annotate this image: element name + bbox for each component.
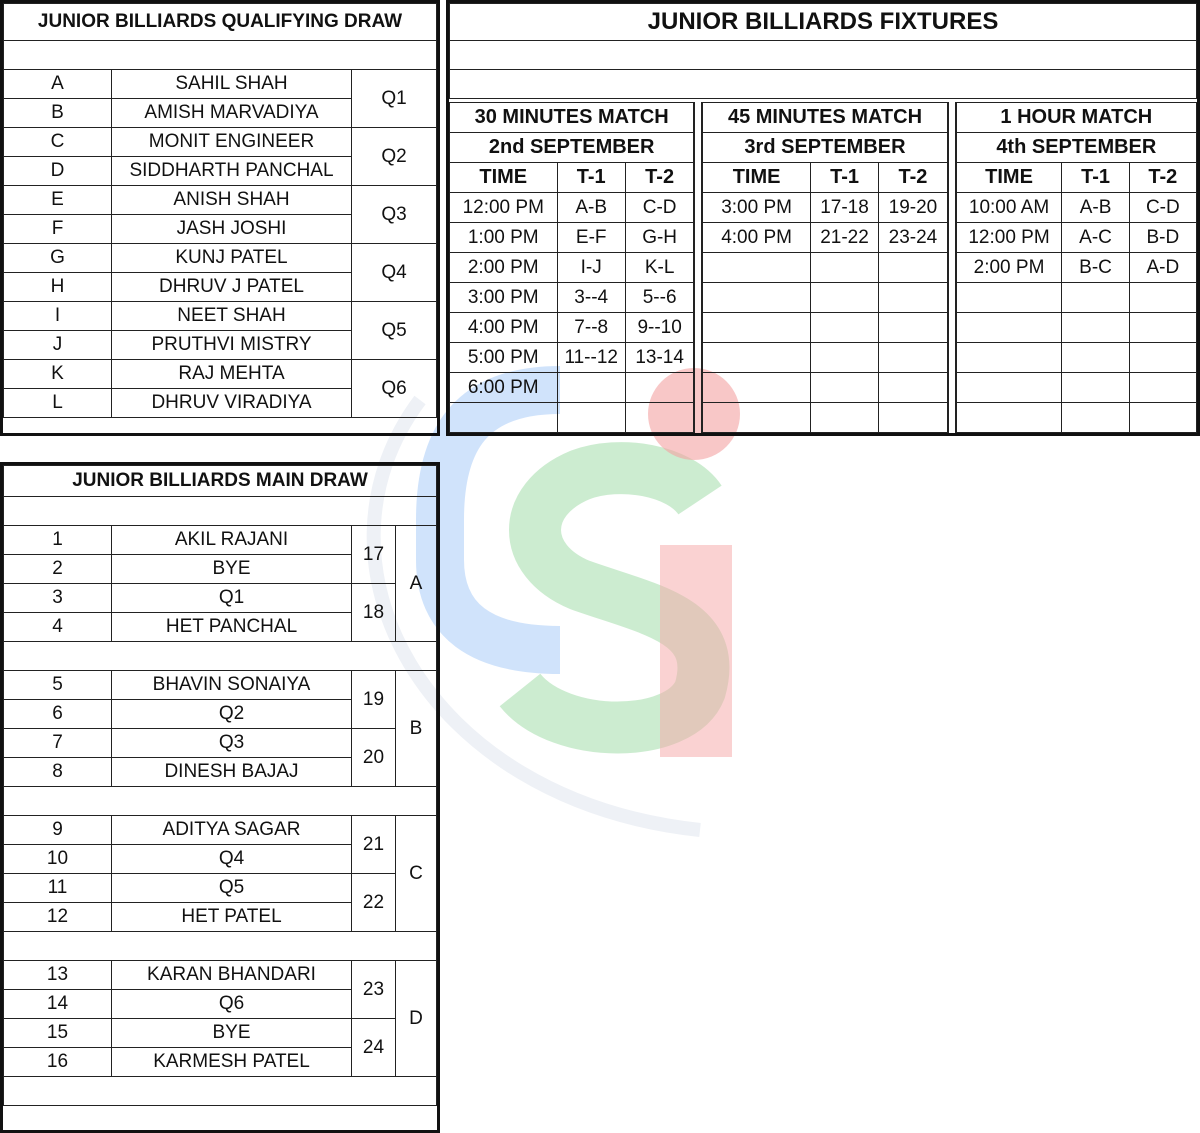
section-letter: D xyxy=(396,961,437,1077)
fixture-block xyxy=(702,102,947,433)
table-match-cell: B-C xyxy=(1062,253,1129,283)
spacer-row xyxy=(4,1077,437,1106)
table-match-cell: A-C xyxy=(1062,223,1129,253)
spacer-row xyxy=(4,497,437,526)
match-number: 22 xyxy=(352,874,396,932)
spacer-cell xyxy=(4,1077,437,1106)
seed-number: 2 xyxy=(4,555,112,584)
time-cell: 10:00 AM xyxy=(956,193,1062,223)
fixture-row xyxy=(703,403,947,433)
seed-number: 10 xyxy=(4,845,112,874)
match-number: 18 xyxy=(352,584,396,642)
main-draw-row xyxy=(4,1019,437,1048)
fixture-row xyxy=(450,283,694,313)
qualifier-group: Q2 xyxy=(352,128,437,186)
qualifier-group: Q1 xyxy=(352,70,437,128)
table-match-cell xyxy=(1129,313,1196,343)
table-match-cell xyxy=(1129,403,1196,433)
match-date: 4th SEPTEMBER xyxy=(956,133,1196,163)
column-header: TIME xyxy=(703,163,811,193)
fixture-row xyxy=(450,403,694,433)
player-name: BYE xyxy=(112,1019,352,1048)
spacer-row xyxy=(450,70,1197,99)
match-number: 24 xyxy=(352,1019,396,1077)
main-draw-row xyxy=(4,874,437,903)
fixture-row xyxy=(703,253,947,283)
player-code: J xyxy=(4,331,112,360)
fixture-row xyxy=(956,193,1196,223)
spacer-row xyxy=(4,932,437,961)
main-draw-table xyxy=(0,462,440,1133)
table-match-cell: G-H xyxy=(625,223,693,253)
main-draw-row xyxy=(4,526,437,555)
table-match-cell xyxy=(879,253,947,283)
spacer-cell xyxy=(4,932,437,961)
column-header: TIME xyxy=(450,163,558,193)
fixture-row xyxy=(703,313,947,343)
fixture-row xyxy=(956,223,1196,253)
time-cell: 2:00 PM xyxy=(956,253,1062,283)
time-cell: 4:00 PM xyxy=(703,223,811,253)
table-match-cell xyxy=(810,253,878,283)
table-match-cell xyxy=(879,343,947,373)
table-match-cell: C-D xyxy=(1129,193,1196,223)
column-header: TIME xyxy=(956,163,1062,193)
fixture-row xyxy=(703,193,947,223)
table-match-cell: 21-22 xyxy=(810,223,878,253)
main-draw-row xyxy=(4,584,437,613)
time-cell: 5:00 PM xyxy=(450,343,558,373)
table-match-cell xyxy=(810,373,878,403)
qualifying-row xyxy=(4,244,437,273)
time-cell xyxy=(450,403,558,433)
column-header: T-2 xyxy=(879,163,947,193)
table-match-cell xyxy=(625,373,693,403)
player-name: SIDDHARTH PANCHAL xyxy=(112,157,352,186)
player-code: A xyxy=(4,70,112,99)
fixture-row xyxy=(703,223,947,253)
fixture-row xyxy=(450,223,694,253)
section-letter: B xyxy=(396,671,437,787)
fixture-row xyxy=(956,343,1196,373)
qualifying-row xyxy=(4,360,437,389)
qualifier-group: Q3 xyxy=(352,186,437,244)
match-number: 23 xyxy=(352,961,396,1019)
main-draw-row xyxy=(4,816,437,845)
time-cell xyxy=(703,343,811,373)
seed-number: 4 xyxy=(4,613,112,642)
table-match-cell xyxy=(879,373,947,403)
table-match-cell xyxy=(1129,283,1196,313)
table-match-cell xyxy=(879,313,947,343)
match-duration: 1 HOUR MATCH xyxy=(956,103,1196,133)
time-cell: 3:00 PM xyxy=(703,193,811,223)
spacer-row xyxy=(4,787,437,816)
spacer-row xyxy=(450,41,1197,70)
time-cell: 12:00 PM xyxy=(450,193,558,223)
main-draw-row xyxy=(4,671,437,700)
seed-number: 16 xyxy=(4,1048,112,1077)
qualifying-draw-table xyxy=(0,0,440,436)
time-cell: 6:00 PM xyxy=(450,373,558,403)
match-number: 20 xyxy=(352,729,396,787)
table-match-cell xyxy=(1129,343,1196,373)
player-name: BHAVIN SONAIYA xyxy=(112,671,352,700)
table-match-cell xyxy=(810,403,878,433)
section-letter: C xyxy=(396,816,437,932)
main-draw-row xyxy=(4,961,437,990)
column-header: T-1 xyxy=(557,163,625,193)
player-code: D xyxy=(4,157,112,186)
table-match-cell xyxy=(1129,373,1196,403)
player-code: C xyxy=(4,128,112,157)
player-name: PRUTHVI MISTRY xyxy=(112,331,352,360)
player-name: Q3 xyxy=(112,729,352,758)
player-name: HET PATEL xyxy=(112,903,352,932)
seed-number: 7 xyxy=(4,729,112,758)
match-duration: 30 MINUTES MATCH xyxy=(450,103,694,133)
player-name: BYE xyxy=(112,555,352,584)
fixture-row xyxy=(450,373,694,403)
player-code: H xyxy=(4,273,112,302)
seed-number: 14 xyxy=(4,990,112,1019)
table-match-cell xyxy=(810,313,878,343)
match-duration: 45 MINUTES MATCH xyxy=(703,103,947,133)
column-header: T-1 xyxy=(810,163,878,193)
time-cell xyxy=(956,343,1062,373)
table-match-cell xyxy=(1062,373,1129,403)
fixture-row xyxy=(956,283,1196,313)
column-header: T-1 xyxy=(1062,163,1129,193)
table-match-cell: 17-18 xyxy=(810,193,878,223)
player-name: ADITYA SAGAR xyxy=(112,816,352,845)
time-cell xyxy=(703,313,811,343)
fixture-block xyxy=(449,102,694,433)
spacer-row xyxy=(4,642,437,671)
table-match-cell: A-B xyxy=(557,193,625,223)
spacer-row xyxy=(4,41,437,70)
table-match-cell: 11--12 xyxy=(557,343,625,373)
match-date: 2nd SEPTEMBER xyxy=(450,133,694,163)
fixture-row xyxy=(450,253,694,283)
player-name: AKIL RAJANI xyxy=(112,526,352,555)
qualifying-title: JUNIOR BILLIARDS QUALIFYING DRAW xyxy=(4,4,437,41)
table-match-cell: C-D xyxy=(625,193,693,223)
time-cell: 1:00 PM xyxy=(450,223,558,253)
player-name: DINESH BAJAJ xyxy=(112,758,352,787)
table-match-cell xyxy=(810,283,878,313)
player-code: E xyxy=(4,186,112,215)
table-match-cell: K-L xyxy=(625,253,693,283)
column-header: T-2 xyxy=(1129,163,1196,193)
match-number: 19 xyxy=(352,671,396,729)
time-cell: 12:00 PM xyxy=(956,223,1062,253)
player-code: G xyxy=(4,244,112,273)
fixtures-title: JUNIOR BILLIARDS FIXTURES xyxy=(450,4,1197,41)
table-match-cell: B-D xyxy=(1129,223,1196,253)
time-cell xyxy=(703,283,811,313)
fixtures-table xyxy=(446,0,1200,436)
seed-number: 3 xyxy=(4,584,112,613)
table-match-cell: E-F xyxy=(557,223,625,253)
seed-number: 13 xyxy=(4,961,112,990)
table-match-cell: 7--8 xyxy=(557,313,625,343)
player-code: K xyxy=(4,360,112,389)
table-match-cell: A-B xyxy=(1062,193,1129,223)
seed-number: 9 xyxy=(4,816,112,845)
table-match-cell xyxy=(557,373,625,403)
player-code: I xyxy=(4,302,112,331)
time-cell: 3:00 PM xyxy=(450,283,558,313)
time-cell: 4:00 PM xyxy=(450,313,558,343)
table-match-cell: 19-20 xyxy=(879,193,947,223)
table-match-cell xyxy=(810,343,878,373)
table-match-cell: 5--6 xyxy=(625,283,693,313)
time-cell xyxy=(703,373,811,403)
fixture-row xyxy=(703,283,947,313)
player-name: KUNJ PATEL xyxy=(112,244,352,273)
player-name: AMISH MARVADIYA xyxy=(112,99,352,128)
match-number: 21 xyxy=(352,816,396,874)
player-name: Q2 xyxy=(112,700,352,729)
table-match-cell: 13-14 xyxy=(625,343,693,373)
table-match-cell: 9--10 xyxy=(625,313,693,343)
fixture-row xyxy=(450,343,694,373)
time-cell xyxy=(956,313,1062,343)
column-header: T-2 xyxy=(625,163,693,193)
fixture-row xyxy=(956,313,1196,343)
player-name: JASH JOSHI xyxy=(112,215,352,244)
seed-number: 1 xyxy=(4,526,112,555)
table-match-cell xyxy=(1062,403,1129,433)
seed-number: 11 xyxy=(4,874,112,903)
table-match-cell xyxy=(879,403,947,433)
player-name: Q6 xyxy=(112,990,352,1019)
time-cell xyxy=(956,403,1062,433)
player-name: ANISH SHAH xyxy=(112,186,352,215)
player-name: HET PANCHAL xyxy=(112,613,352,642)
fixture-row xyxy=(703,373,947,403)
qualifying-row xyxy=(4,302,437,331)
player-code: B xyxy=(4,99,112,128)
fixture-row xyxy=(703,343,947,373)
seed-number: 5 xyxy=(4,671,112,700)
qualifier-group: Q5 xyxy=(352,302,437,360)
player-name: KARMESH PATEL xyxy=(112,1048,352,1077)
table-match-cell xyxy=(625,403,693,433)
player-code: F xyxy=(4,215,112,244)
table-match-cell xyxy=(1062,313,1129,343)
section-letter: A xyxy=(396,526,437,642)
player-name: DHRUV VIRADIYA xyxy=(112,389,352,418)
qualifying-row xyxy=(4,128,437,157)
time-cell xyxy=(703,403,811,433)
player-name: KARAN BHANDARI xyxy=(112,961,352,990)
qualifying-row xyxy=(4,186,437,215)
column-separator xyxy=(694,102,702,433)
player-code: L xyxy=(4,389,112,418)
player-name: RAJ MEHTA xyxy=(112,360,352,389)
player-name: Q5 xyxy=(112,874,352,903)
qualifying-row xyxy=(4,70,437,99)
fixture-block xyxy=(956,102,1197,433)
main-draw-title: JUNIOR BILLIARDS MAIN DRAW xyxy=(4,466,437,497)
table-match-cell xyxy=(557,403,625,433)
match-number: 17 xyxy=(352,526,396,584)
table-match-cell: I-J xyxy=(557,253,625,283)
seed-number: 6 xyxy=(4,700,112,729)
player-name: Q1 xyxy=(112,584,352,613)
column-separator xyxy=(948,102,956,433)
player-name: MONIT ENGINEER xyxy=(112,128,352,157)
fixture-row xyxy=(956,253,1196,283)
qualifier-group: Q6 xyxy=(352,360,437,418)
time-cell: 2:00 PM xyxy=(450,253,558,283)
seed-number: 8 xyxy=(4,758,112,787)
fixture-row xyxy=(450,313,694,343)
table-match-cell: 23-24 xyxy=(879,223,947,253)
seed-number: 15 xyxy=(4,1019,112,1048)
spacer-cell xyxy=(4,787,437,816)
fixture-row xyxy=(956,403,1196,433)
player-name: SAHIL SHAH xyxy=(112,70,352,99)
main-draw-row xyxy=(4,729,437,758)
spacer-cell xyxy=(4,642,437,671)
fixture-row xyxy=(450,193,694,223)
table-match-cell xyxy=(879,283,947,313)
time-cell xyxy=(956,283,1062,313)
fixture-row xyxy=(956,373,1196,403)
time-cell xyxy=(703,253,811,283)
player-name: DHRUV J PATEL xyxy=(112,273,352,302)
table-match-cell xyxy=(1062,283,1129,313)
player-name: NEET SHAH xyxy=(112,302,352,331)
seed-number: 12 xyxy=(4,903,112,932)
table-match-cell xyxy=(1062,343,1129,373)
qualifier-group: Q4 xyxy=(352,244,437,302)
player-name: Q4 xyxy=(112,845,352,874)
table-match-cell: 3--4 xyxy=(557,283,625,313)
match-date: 3rd SEPTEMBER xyxy=(703,133,947,163)
time-cell xyxy=(956,373,1062,403)
table-match-cell: A-D xyxy=(1129,253,1196,283)
